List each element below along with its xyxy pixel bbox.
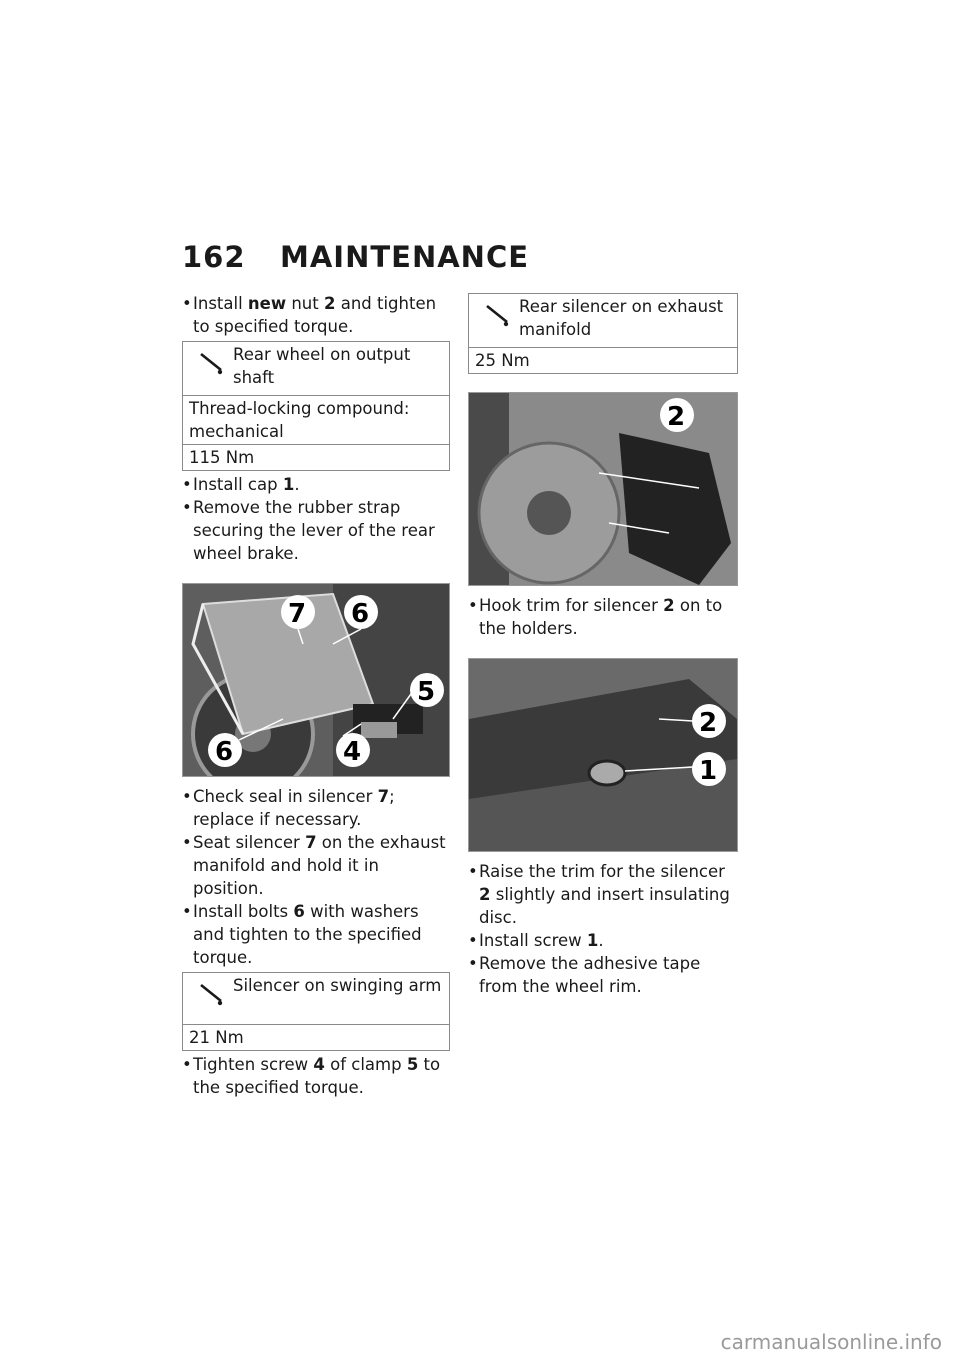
callout-label: 6 <box>215 737 234 767</box>
page-number: 162 <box>182 240 246 274</box>
callout-label: 7 <box>288 599 307 629</box>
instruction-raise-trim: • Raise the trim for the silencer 2 slightly and insert insulating disc. <box>468 860 738 929</box>
spec-value: 21 Nm <box>189 1028 244 1047</box>
spec-title: Rear wheel on output shaft <box>233 345 411 387</box>
instruction-install-screw: • Install screw 1. <box>468 929 738 952</box>
torque-spec-rear-wheel <box>182 341 450 471</box>
watermark: carmanualsonline.info <box>720 1330 942 1354</box>
callout-label: 2 <box>699 708 718 738</box>
torque-wrench-icon <box>485 302 511 328</box>
torque-spec-exhaust-manifold <box>468 293 738 374</box>
instruction-tighten-screw: • Tighten screw 4 of clamp 5 to the specified torque. <box>182 1053 450 1099</box>
torque-wrench-icon <box>199 981 225 1007</box>
callout-label: 1 <box>699 756 718 786</box>
instruction-install-bolts: • Install bolts 6 with washers and tighten to the specified torque. <box>182 900 450 969</box>
instruction-install-cap: • Install cap 1. <box>182 473 450 496</box>
spec-value: 115 Nm <box>189 448 255 467</box>
spec-title: Silencer on swinging arm <box>233 976 442 995</box>
trim-holder-photo <box>468 392 738 586</box>
callout-label: 5 <box>417 677 436 707</box>
page-header <box>182 240 529 274</box>
instruction-install-nut: • Install new nut 2 and tighten to specified torque. <box>182 292 450 338</box>
instruction-remove-tape: • Remove the adhesive tape from the wheel rim. <box>468 952 738 998</box>
callout-label: 4 <box>343 737 362 767</box>
torque-wrench-icon <box>199 350 225 376</box>
right-column <box>468 292 738 998</box>
instruction-remove-strap: • Remove the rubber strap securing the lever of the rear wheel brake. <box>182 496 450 565</box>
callout-label: 2 <box>667 402 686 432</box>
torque-spec-swinging-arm <box>182 972 450 1051</box>
section-title: MAINTENANCE <box>280 240 530 274</box>
spec-value: Thread-locking compound: mechanical <box>183 396 449 445</box>
spec-title: Rear silencer on exhaust manifold <box>519 297 724 339</box>
callout-label: 6 <box>351 599 370 629</box>
instruction-check-seal: • Check seal in silencer 7; replace if necessary. <box>182 785 450 831</box>
instruction-seat-silencer: • Seat silencer 7 on the exhaust manifold and hold it in position. <box>182 831 450 900</box>
silencer-photo <box>182 583 450 777</box>
trim-screw-photo <box>468 658 738 852</box>
spec-value: 25 Nm <box>475 351 530 370</box>
left-column <box>182 292 450 1099</box>
instruction-hook-trim: • Hook trim for silencer 2 on to the holders. <box>468 594 738 640</box>
